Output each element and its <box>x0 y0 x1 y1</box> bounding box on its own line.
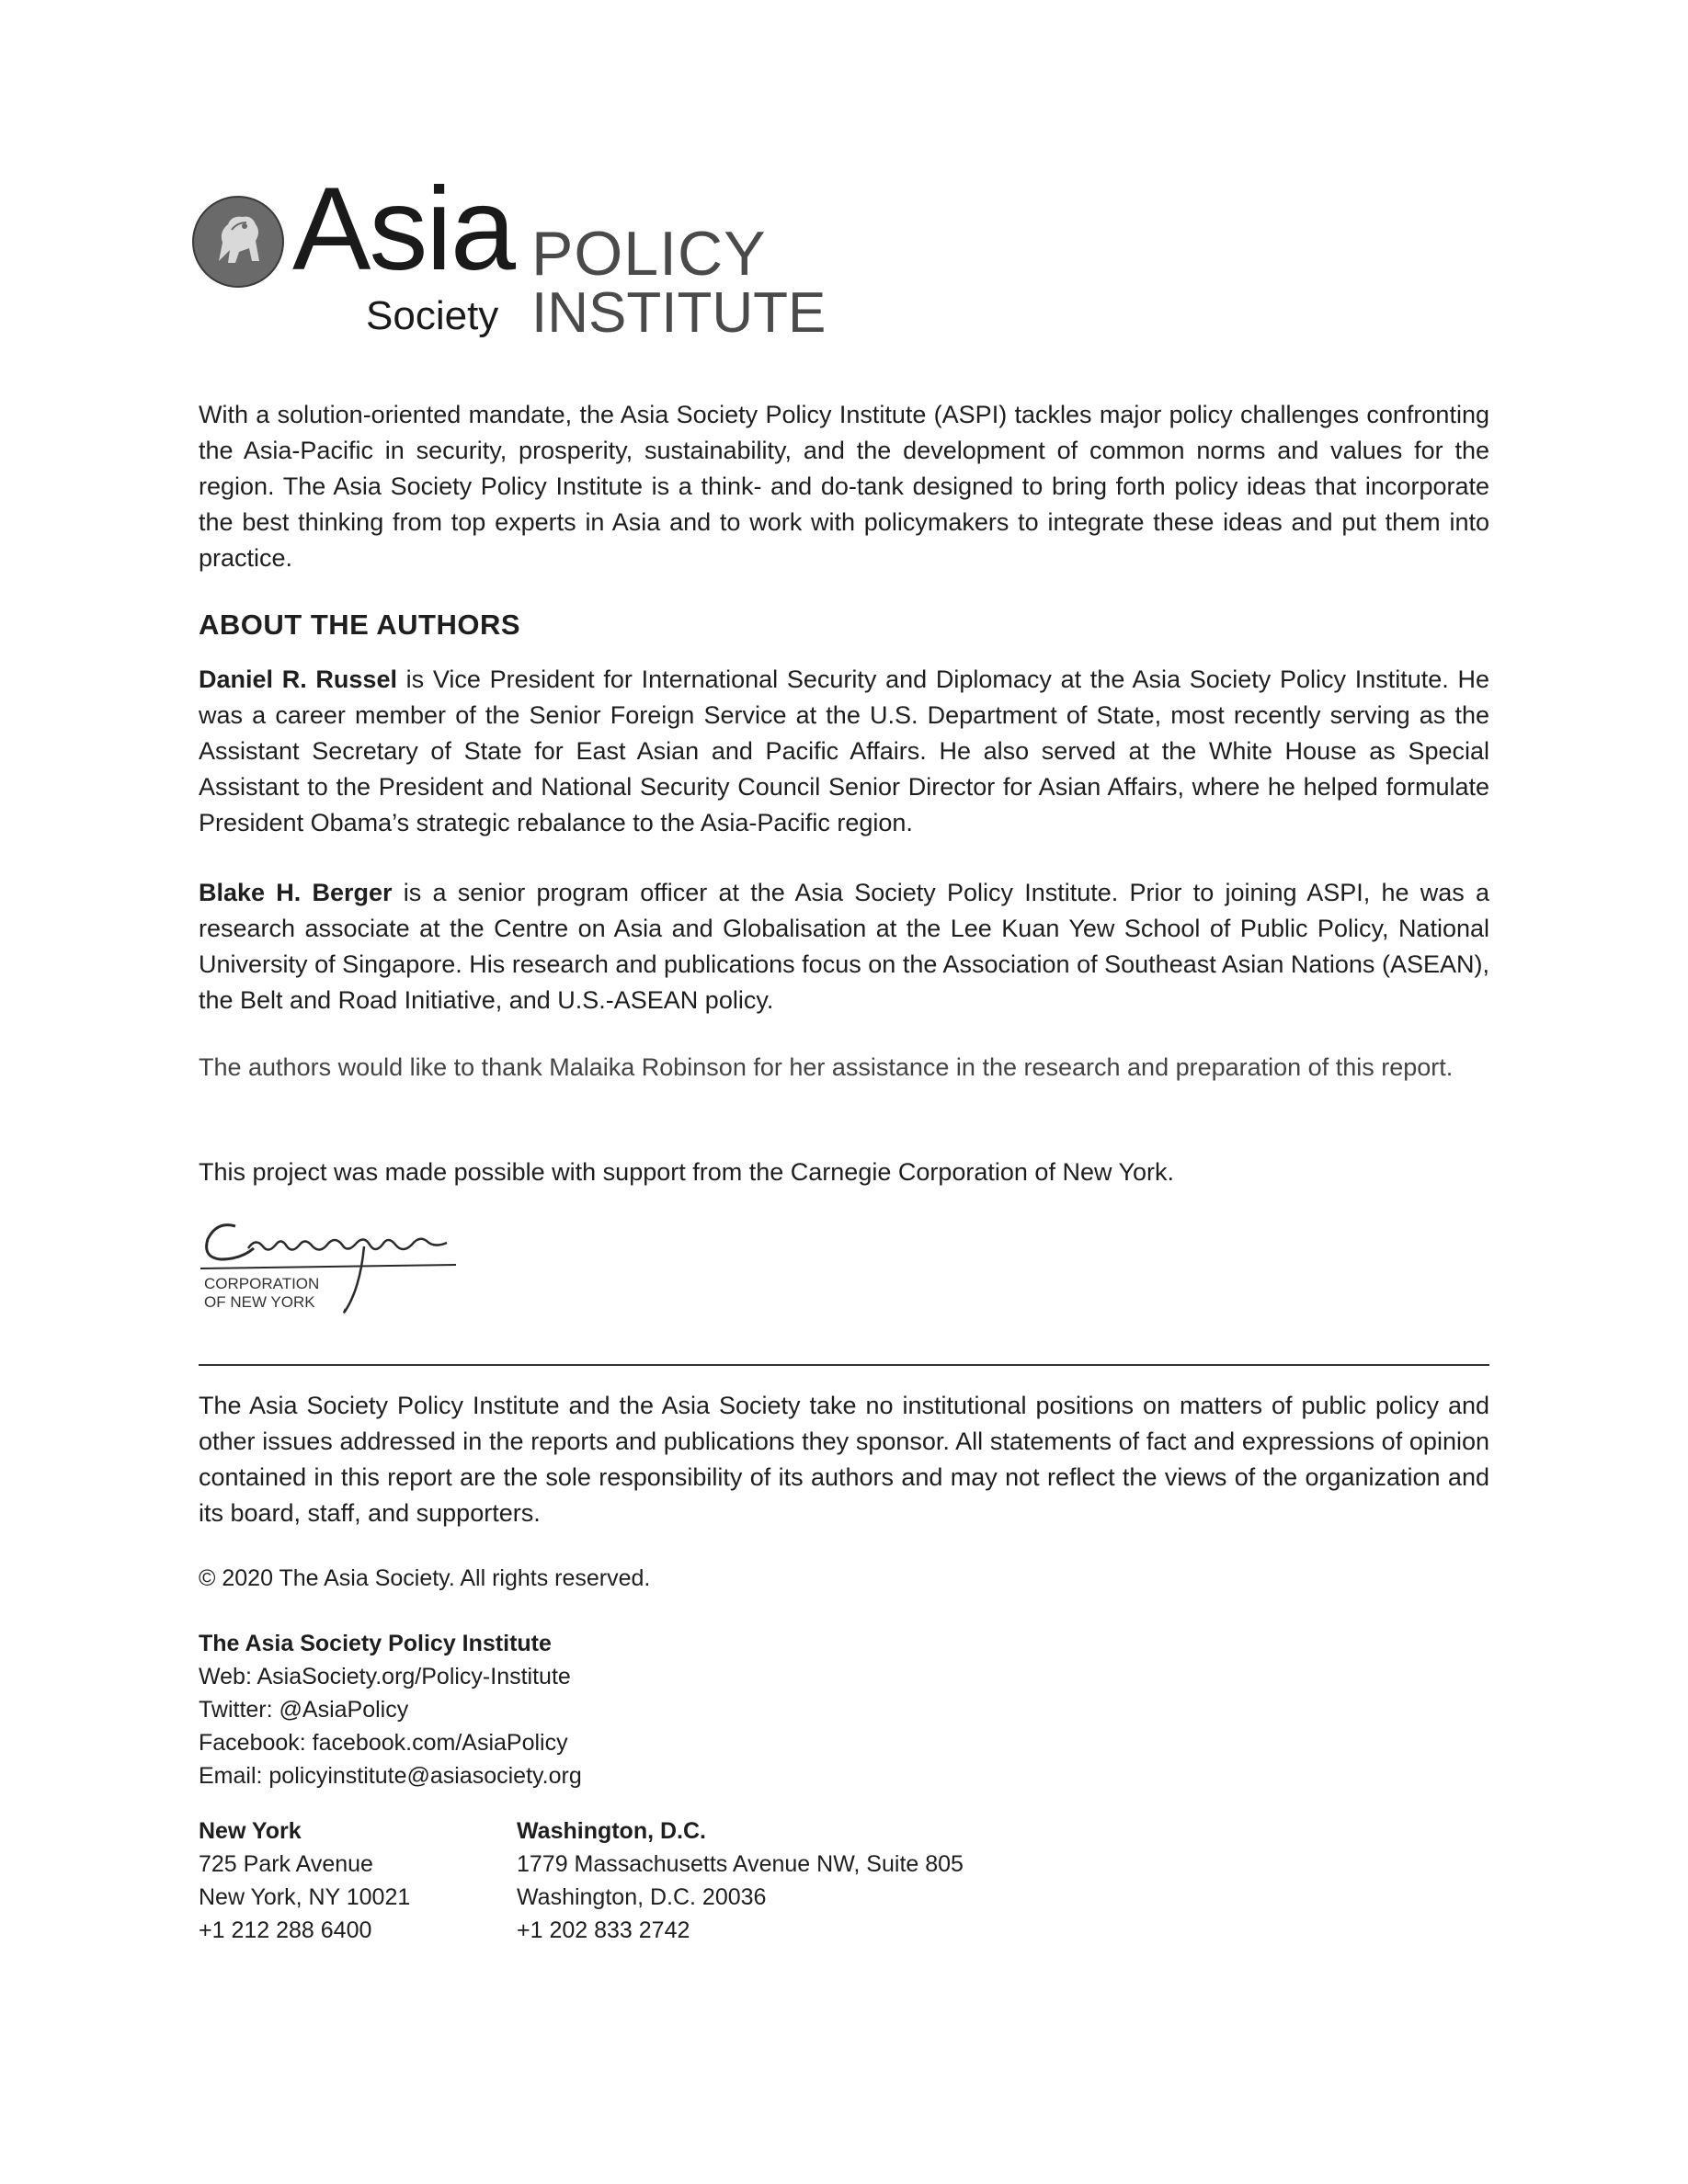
office-citystate: New York, NY 10021 <box>199 1884 411 1910</box>
author-name: Blake H. Berger <box>199 879 393 906</box>
logo-word-institute: INSTITUTE <box>531 281 827 345</box>
copyright-notice: © 2020 The Asia Society. All rights reserved. <box>199 1565 651 1591</box>
author-bio-text: is a senior program officer at the Asia Society Policy Institute. Prior to joining ASPI, he was a research associate at the Centre on Asia and Globalisation at the Lee Kuan Yew School of Public Policy, National University of Singapore. His research and publications focus on the Association of Southeast Asian Nations (ASEAN), the Belt and Road Initiative, and U.S.-ASEAN policy. <box>199 879 1489 1014</box>
section-divider <box>199 1364 1489 1366</box>
office-citystate: Washington, D.C. 20036 <box>517 1884 767 1910</box>
office-city: Washington, D.C. <box>517 1818 706 1844</box>
carnegie-corporation-logo <box>199 1193 474 1322</box>
office-new-york <box>199 1814 410 1947</box>
contact-twitter: Twitter: @AsiaPolicy <box>199 1697 409 1723</box>
about-authors-heading: ABOUT THE AUTHORS <box>199 609 521 641</box>
office-washington-dc <box>517 1814 964 1947</box>
acknowledgement-paragraph: The authors would like to thank Malaika Robinson for her assistance in the research and preparation of this report. <box>199 1053 1454 1081</box>
lion-emblem-icon <box>191 195 285 289</box>
carnegie-logo-line2: OF NEW YORK <box>204 1293 315 1311</box>
logo-word-society: Society <box>366 293 499 338</box>
logo-word-policy: POLICY <box>531 219 767 289</box>
asia-society-policy-institute-logo <box>191 164 827 345</box>
support-statement: This project was made possible with support from the Carnegie Corporation of New York. <box>199 1158 1175 1186</box>
author-bio-berger <box>199 875 1489 1018</box>
carnegie-logo-line1: CORPORATION <box>204 1275 320 1292</box>
contact-web: Web: AsiaSociety.org/Policy-Institute <box>199 1664 571 1689</box>
intro-paragraph: With a solution-oriented mandate, the Asia Society Policy Institute (ASPI) tackles major policy challenges confronting the Asia-Pacific in security, prosperity, sustainability, and the development of common norms and values for the region. The Asia Society Policy Institute is a think- and do-tank designed to bring forth policy ideas that incorporate the best thinking from top experts in Asia and to work with policymakers to integrate these ideas and put them into practice. <box>199 401 1489 572</box>
office-phone: +1 212 288 6400 <box>199 1917 372 1943</box>
disclaimer-paragraph: The Asia Society Policy Institute and the Asia Society take no institutional positions on matters of public policy and other issues addressed in the reports and publications they sponsor. All statements of fact and expressions of opinion contained in this report are the sole responsibility of its authors and may not reflect the views of the organization and its board, staff, and supporters. <box>199 1392 1489 1527</box>
contact-org-name: The Asia Society Policy Institute <box>199 1631 552 1656</box>
office-city: New York <box>199 1818 302 1844</box>
contact-email: Email: policyinstitute@asiasociety.org <box>199 1763 582 1789</box>
logo-word-asia: Asia <box>292 164 514 295</box>
office-street: 725 Park Avenue <box>199 1851 373 1877</box>
office-phone: +1 202 833 2742 <box>517 1917 690 1943</box>
office-street: 1779 Massachusetts Avenue NW, Suite 805 <box>517 1851 964 1877</box>
author-name: Daniel R. Russel <box>199 665 397 693</box>
author-bio-text: is Vice President for International Security and Diplomacy at the Asia Society Policy Institute. He was a career member of the Senior Foreign Service at the U.S. Department of State, most recently serving as the Assistant Secretary of State for East Asian and Pacific Affairs. He also served at the White House as Special Assistant to the President and National Security Council Senior Director for Asian Affairs, where he helped formulate President Obama’s strategic rebalance to the Asia-Pacific region. <box>199 665 1489 836</box>
author-bio-russel <box>199 662 1489 841</box>
contact-block <box>199 1627 1118 1792</box>
contact-facebook: Facebook: facebook.com/AsiaPolicy <box>199 1730 568 1756</box>
